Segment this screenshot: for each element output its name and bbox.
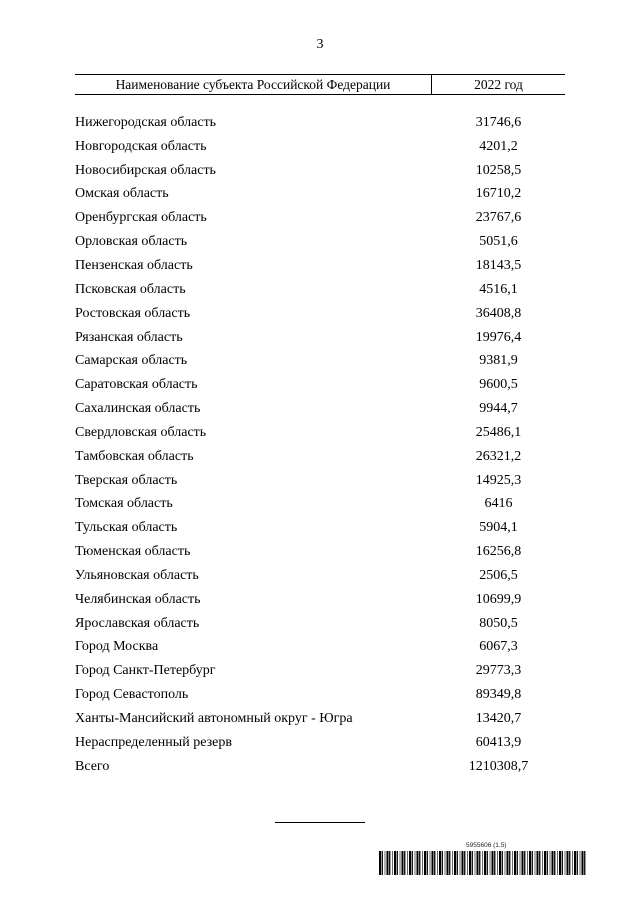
row-value: 10699,9 <box>475 591 522 607</box>
row-value: 18143,5 <box>475 257 522 273</box>
row-value: 29773,3 <box>475 663 522 679</box>
row-value: 9381,9 <box>479 353 518 369</box>
table-row <box>75 636 565 660</box>
table-row <box>75 397 565 421</box>
table-row <box>75 373 565 397</box>
table-row <box>75 230 565 254</box>
table-row <box>75 707 565 731</box>
row-value: 14925,3 <box>475 472 522 488</box>
row-value: 2506,5 <box>479 567 518 583</box>
row-subject-name: Город Севастополь <box>75 687 189 703</box>
row-value: 89349,8 <box>475 687 522 703</box>
row-value: 60413,9 <box>475 734 522 750</box>
row-value: 4516,1 <box>479 281 518 297</box>
row-subject-name: Тамбовская область <box>75 448 194 464</box>
row-subject-name: Свердловская область <box>75 424 207 440</box>
table-row <box>75 588 565 612</box>
table-row <box>75 755 565 779</box>
row-subject-name: Новосибирская область <box>75 162 216 178</box>
table-row <box>75 135 565 159</box>
table-row <box>75 421 565 445</box>
row-subject-name: Сахалинская область <box>75 401 201 417</box>
row-subject-name: Самарская область <box>75 353 188 369</box>
row-subject-name: Саратовская область <box>75 377 198 393</box>
row-subject-name: Орловская область <box>75 234 188 250</box>
separator-line <box>275 822 365 823</box>
row-value: 16256,8 <box>475 544 522 560</box>
table-row <box>75 349 565 373</box>
row-subject-name: Тюменская область <box>75 544 191 560</box>
row-value: 4201,2 <box>479 138 518 154</box>
row-subject-name: Омская область <box>75 186 169 202</box>
barcode-image <box>379 851 587 875</box>
row-value: 36408,8 <box>475 305 522 321</box>
row-value: 31746,6 <box>475 114 522 130</box>
row-subject-name: Новгородская область <box>75 138 207 154</box>
row-value: 5051,6 <box>479 234 518 250</box>
row-value: 19976,4 <box>475 329 522 345</box>
table-row <box>75 659 565 683</box>
row-value: 23767,6 <box>475 210 522 226</box>
row-subject-name: Город Москва <box>75 639 159 655</box>
row-value: 6416 <box>484 496 513 512</box>
table-row <box>75 493 565 517</box>
header-subject-name: Наименование субъекта Российской Федерации <box>75 75 432 94</box>
row-value: 10258,5 <box>475 162 522 178</box>
header-year: 2022 год <box>474 77 523 92</box>
row-subject-name: Оренбургская область <box>75 210 207 226</box>
table-row <box>75 326 565 350</box>
row-subject-name: Пензенская область <box>75 257 193 273</box>
row-subject-name: Ростовская область <box>75 305 191 321</box>
row-value: 1210308,7 <box>468 758 529 774</box>
table-row <box>75 469 565 493</box>
table-row <box>75 254 565 278</box>
row-subject-name: Всего <box>75 758 110 774</box>
row-subject-name: Ульяновская область <box>75 567 199 583</box>
table-row <box>75 445 565 469</box>
row-subject-name: Псковская область <box>75 281 186 297</box>
row-value: 25486,1 <box>475 424 522 440</box>
row-value: 13420,7 <box>475 711 522 727</box>
row-subject-name: Ярославская область <box>75 615 200 631</box>
page-number: 3 <box>316 37 324 52</box>
table-row <box>75 516 565 540</box>
row-subject-name: Нераспределенный резерв <box>75 734 232 750</box>
row-subject-name: Рязанская область <box>75 329 183 345</box>
table-body <box>75 111 565 779</box>
row-subject-name: Томская область <box>75 496 173 512</box>
row-subject-name: Челябинская область <box>75 591 201 607</box>
row-value: 9944,7 <box>479 401 518 417</box>
row-subject-name: Город Санкт-Петербург <box>75 663 216 679</box>
row-value: 9600,5 <box>479 377 518 393</box>
row-subject-name: Нижегородская область <box>75 114 217 130</box>
table-row <box>75 612 565 636</box>
table-row <box>75 540 565 564</box>
table-row <box>75 731 565 755</box>
row-value: 26321,2 <box>475 448 522 464</box>
table-row <box>75 564 565 588</box>
table-row <box>75 159 565 183</box>
table-row <box>75 278 565 302</box>
row-subject-name: Тульская область <box>75 520 178 536</box>
row-value: 5904,1 <box>479 520 518 536</box>
table-row <box>75 302 565 326</box>
table-row <box>75 111 565 135</box>
table-row <box>75 206 565 230</box>
barcode-number: 5955606 (1.5) <box>466 842 507 849</box>
row-subject-name: Тверская область <box>75 472 178 488</box>
table-header <box>75 74 565 95</box>
table-row <box>75 183 565 207</box>
row-value: 16710,2 <box>475 186 522 202</box>
data-table <box>75 74 565 779</box>
row-value: 8050,5 <box>479 615 518 631</box>
row-value: 6067,3 <box>479 639 518 655</box>
row-subject-name: Ханты-Мансийский автономный округ - Югра <box>75 711 353 727</box>
table-row <box>75 683 565 707</box>
